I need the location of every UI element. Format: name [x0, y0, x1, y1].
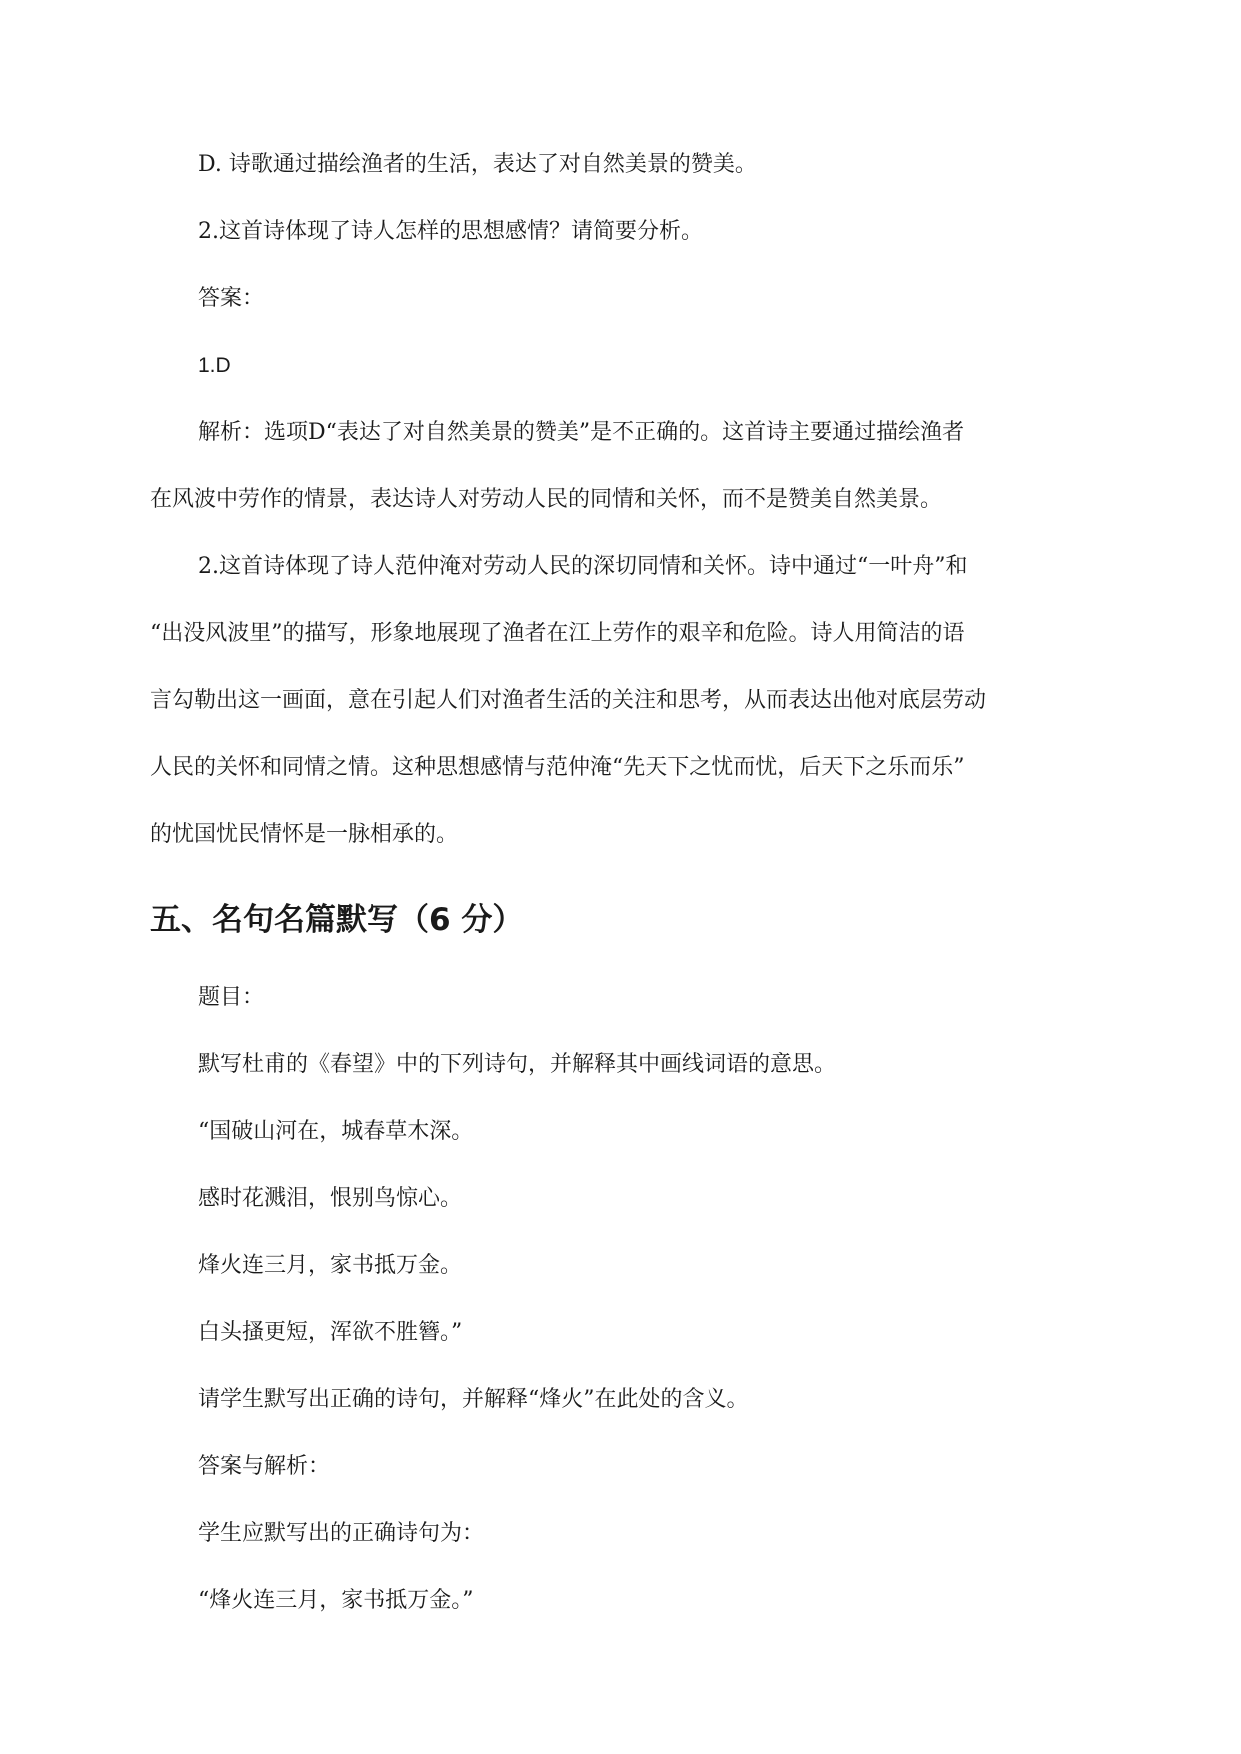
answer-intro: 学生应默写出的正确诗句为： [198, 1521, 485, 1546]
answer-2-line-1: 2.这首诗体现了诗人范仲淹对劳动人民的深切同情和关怀。诗中通过“一叶舟”和 [198, 554, 968, 579]
answer-2-line-4: 人民的关怀和同情之情。这种思想感情与范仲淹“先天下之忧而忧，后天下之乐而乐” [150, 755, 965, 780]
task: 请学生默写出正确的诗句，并解释“烽火”在此处的含义。 [198, 1387, 749, 1412]
analysis-line-1: 解析：选项D“表达了对自然美景的赞美”是不正确的。这首诗主要通过描绘渔者 [198, 420, 965, 445]
answer-line: “烽火连三月，家书抵万金。” [198, 1588, 474, 1613]
option-d: D. 诗歌通过描绘渔者的生活，表达了对自然美景的赞美。 [198, 152, 757, 177]
poem-line-1: “国破山河在，城春草木深。 [198, 1119, 474, 1144]
section-heading: 五、名句名篇默写（6 分） [150, 902, 524, 938]
poem-line-3: 烽火连三月，家书抵万金。 [198, 1253, 463, 1278]
answer-analysis-label: 答案与解析： [198, 1454, 331, 1479]
analysis-line-2: 在风波中劳作的情景，表达诗人对劳动人民的同情和关怀，而不是赞美自然美景。 [150, 487, 943, 512]
poem-line-4: 白头搔更短，浑欲不胜簪。” [198, 1320, 463, 1345]
title-label: 题目： [198, 985, 265, 1010]
poem-line-2: 感时花溅泪，恨别鸟惊心。 [198, 1186, 463, 1211]
answer-1: 1.D [198, 354, 231, 377]
instruction: 默写杜甫的《春望》中的下列诗句，并解释其中画线词语的意思。 [198, 1052, 837, 1077]
question-2: 2.这首诗体现了诗人怎样的思想感情？请简要分析。 [198, 219, 703, 244]
answer-2-line-2: “出没风波里”的描写，形象地展现了渔者在江上劳作的艰辛和危险。诗人用简洁的语 [150, 621, 965, 646]
answer-label: 答案： [198, 286, 265, 311]
answer-2-line-3: 言勾勒出这一画面，意在引起人们对渔者生活的关注和思考，从而表达出他对底层劳动 [150, 688, 987, 713]
answer-2-line-5: 的忧国忧民情怀是一脉相承的。 [150, 822, 459, 847]
